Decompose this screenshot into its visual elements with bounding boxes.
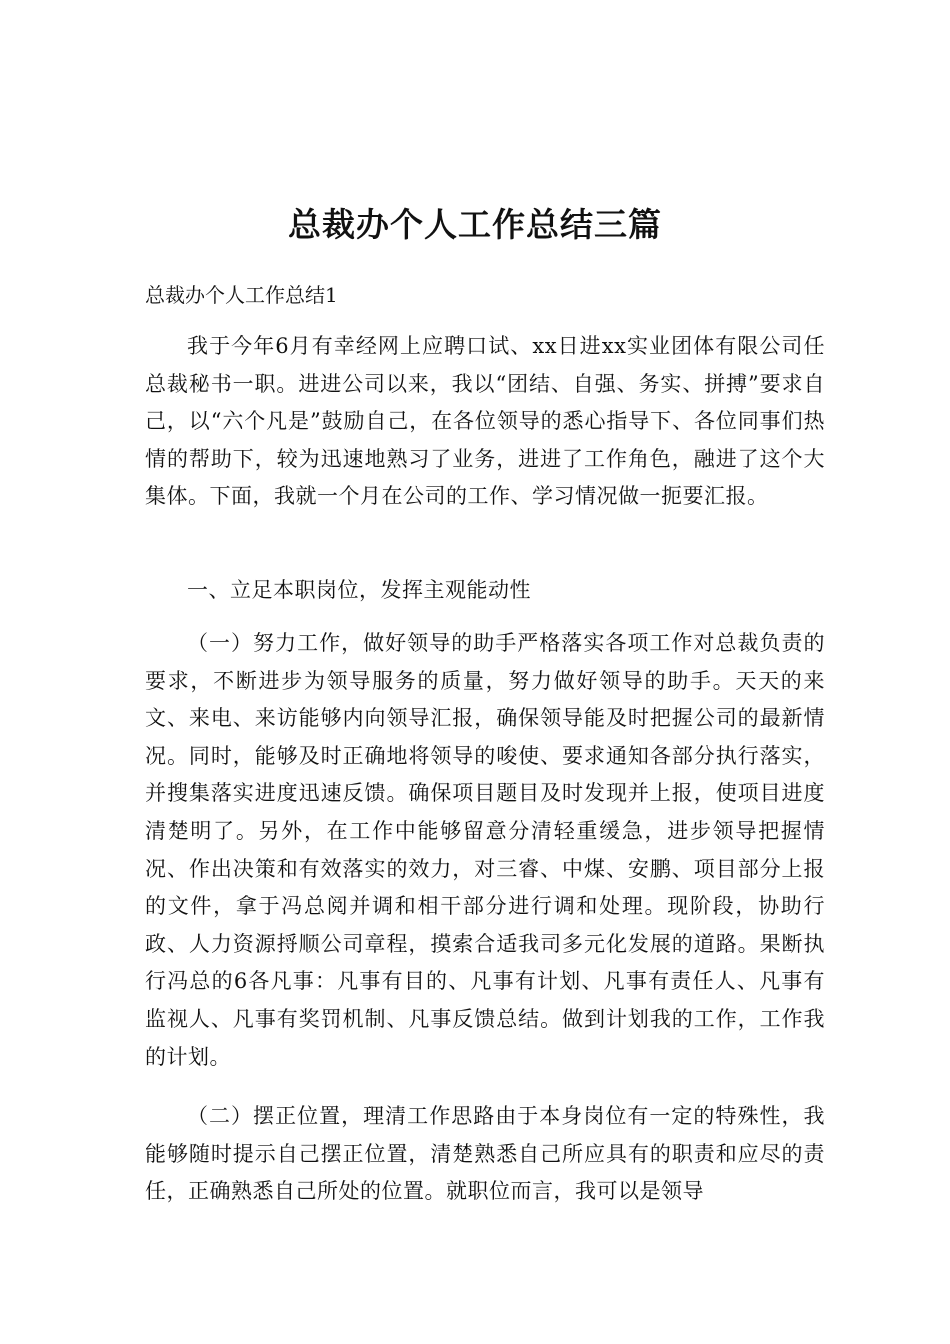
paragraph-intro: 我于今年6月有幸经网上应聘口试、xx日进xx实业团体有限公司任总裁秘书一职。进进公司以来，我以“团结、自强、务实、拼搏”要求自己，以“六个凡是”鼓励自己，在各位领导的悉心指导下、各位同事们热情的帮助下，较为迅速地熟习了业务，进进了工作角色，融进了这个大集体。下面，我就一个月在公司的工作、学习情况做一扼要汇报。 xyxy=(145,334,825,509)
document-subtitle: 总裁办个人工作总结1 xyxy=(145,283,338,307)
paragraph-section-1-1: （一）努力工作，做好领导的助手严格落实各项工作对总裁负责的要求，不断进步为领导服务的质量，努力做好领导的助手。天天的来文、来电、来访能够内向领导汇报，确保领导能及时把握公司的最新情况。同时，能够及时正确地将领导的唆使、要求通知各部分执行落实，并搜集落实进度迅速反馈。确保项目题目及时发现并上报，使项目进度清楚明了。另外，在工作中能够留意分清轻重缓急，进步领导把握情况、作出决策和有效落实的效力，对三睿、中煤、安鹏、项目部分上报的文件，拿于冯总阅并调和相干部分进行调和处理。现阶段，协助行政、人力资源捋顺公司章程，摸索合适我司多元化发展的道路。果断执行冯总的6各凡事：凡事有目的、凡事有计划、凡事有责任人、凡事有监视人、凡事有奖罚机制、凡事反馈总结。做到计划我的工作，工作我的计划。 xyxy=(145,631,825,1069)
paragraph-section-1-2: （二）摆正位置，理清工作思路由于本身岗位有一定的特殊性，我能够随时提示自己摆正位置，清楚熟悉自己所应具有的职责和应尽的责任，正确熟悉自己所处的位置。就职位而言，我可以是领导 xyxy=(145,1104,825,1204)
section-heading-1: 一、立足本职岗位，发挥主观能动性 xyxy=(187,578,531,602)
document-title: 总裁办个人工作总结三篇 xyxy=(288,205,662,244)
